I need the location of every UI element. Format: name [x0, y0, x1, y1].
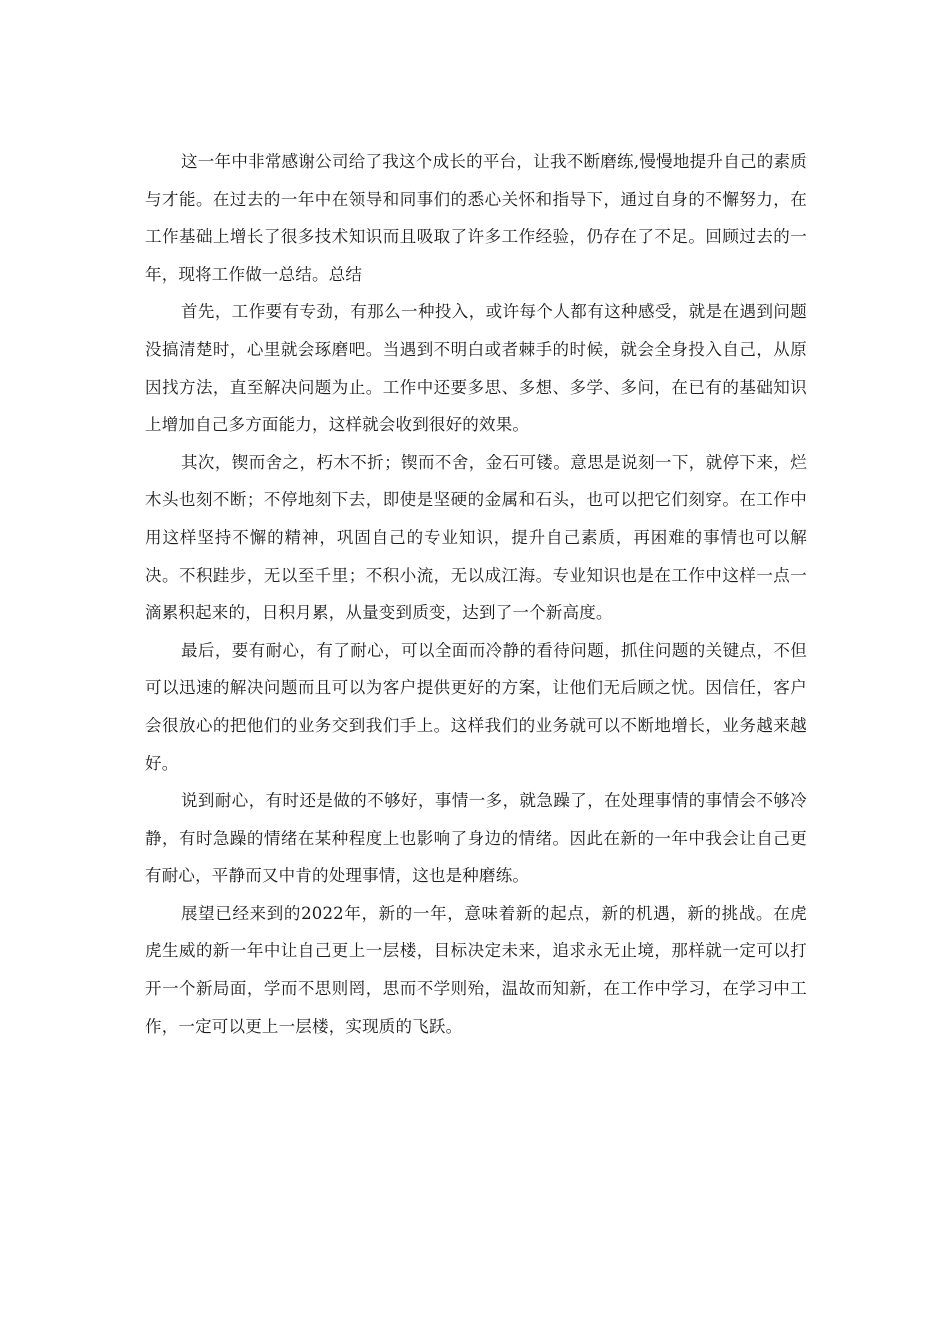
paragraph-self-reflection: 说到耐心，有时还是做的不够好，事情一多，就急躁了，在处理事情的事情会不够冷静，有时急躁的情绪在某种程度上也影响了身边的情绪。因此在新的一年中我会让自己更有耐心，平静而又中肯的处理事情，这也是种磨练。: [145, 791, 807, 886]
paragraph-dedication: 首先，工作要有专劲，有那么一种投入，或许每个人都有这种感受，就是在遇到问题没搞清楚时，心里就会琢磨吧。当遇到不明白或者棘手的时候，就会全身投入自己，从原因找方法，直至解决问题为止。工作中还要多思、多想、多学、多问，在已有的基础知识上增加自己多方面能力，这样就会收到很好的效果。: [145, 302, 807, 435]
paragraph-outlook: 展望已经来到的2022年，新的一年，意味着新的起点，新的机遇，新的挑战。在虎虎生威的新一年中让自己更上一层楼，目标决定未来，追求永无止境，那样就一定可以打开一个新局面，学而不思则罔，思而不学则殆，温故而知新，在工作中学习，在学习中工作，一定可以更上一层楼，实现质的飞跃。: [145, 903, 807, 1036]
paragraph-patience: 最后，要有耐心，有了耐心，可以全面而冷静的看待问题，抓住问题的关键点，不但可以迅速的解决问题而且可以为客户提供更好的方案，让他们无后顾之忧。因信任，客户会很放心的把他们的业务交到我们手上。这样我们的业务就可以不断地增长，业务越来越好。: [145, 640, 807, 773]
document-body: [145, 143, 807, 1045]
paragraph-gratitude: 这一年中非常感谢公司给了我这个成长的平台，让我不断磨练,慢慢地提升自己的素质与才能。在过去的一年中在领导和同事们的悉心关怀和指导下，通过自身的不懈努力，在工作基础上增长了很多技术知识而且吸取了许多工作经验，仍存在了不足。回顾过去的一年，现将工作做一总结。总结: [145, 152, 807, 284]
paragraph-perseverance: 其次，锲而舍之，朽木不折；锲而不舍，金石可镂。意思是说刻一下，就停下来，烂木头也刻不断；不停地刻下去，即使是坚硬的金属和石头，也可以把它们刻穿。在工作中用这样坚持不懈的精神，巩固自己的专业知识，提升自己素质，再困难的事情也可以解决。不积跬步，无以至千里；不积小流，无以成江海。专业知识也是在工作中这样一点一滴累积起来的，日积月累，从量变到质变，达到了一个新高度。: [145, 452, 807, 623]
